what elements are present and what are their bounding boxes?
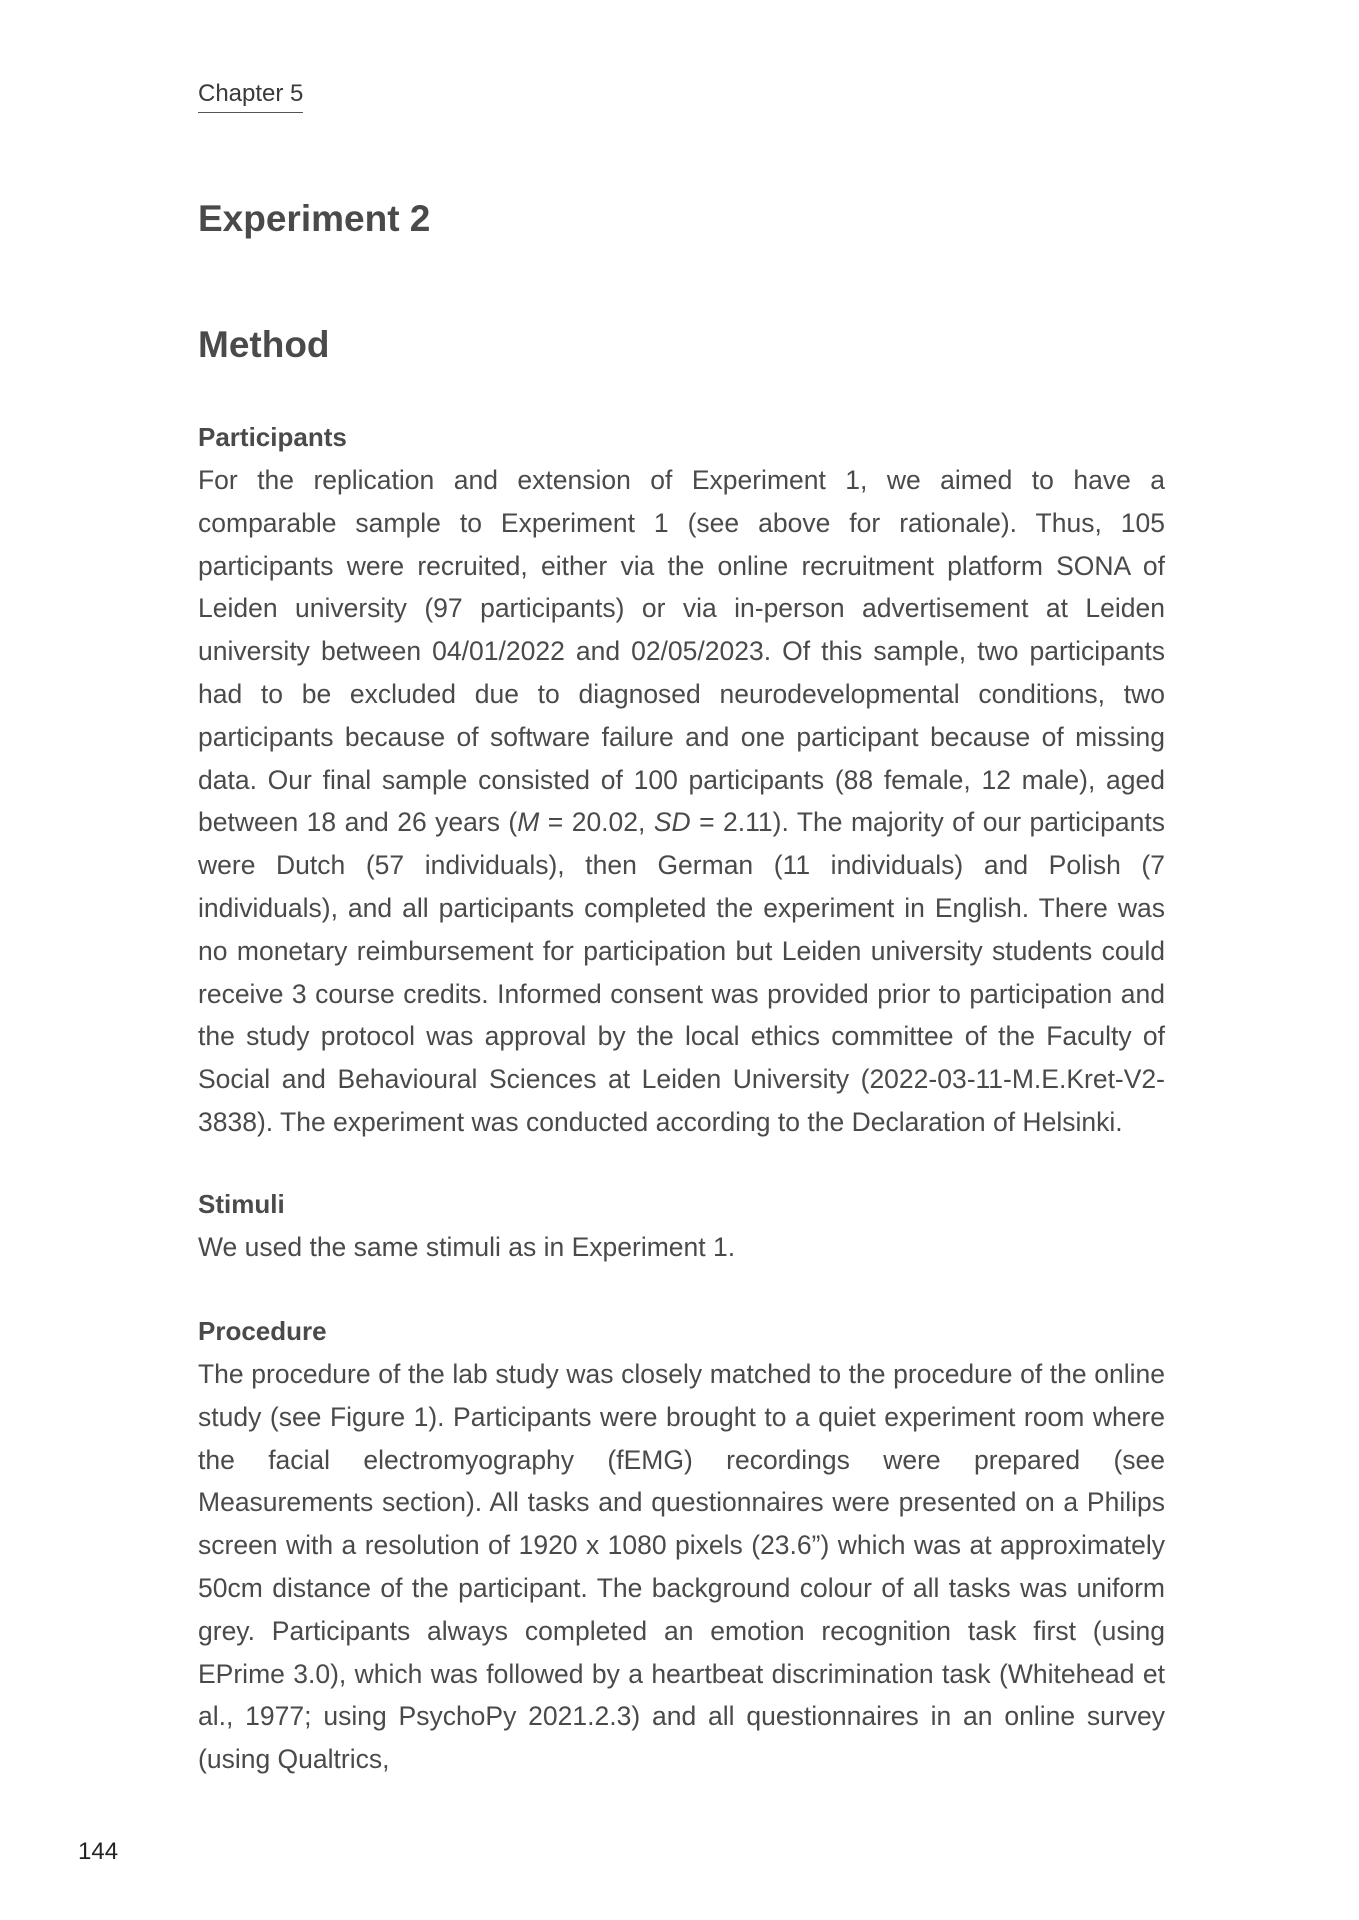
participants-paragraph xyxy=(198,459,1165,1144)
procedure-heading: Procedure xyxy=(198,1316,327,1346)
participants-section xyxy=(198,416,1165,1144)
procedure-paragraph: The procedure of the lab study was closely matched to the procedure of the online study (see Figure 1). Participants were brought to a quiet experiment room where the facial electromyography (fEMG) recordings were prepared (see Measurements section). All tasks and questionnaires were presented on a Philips screen with a resolution of 1920 x 1080 pixels (23.6”) which was at approximately 50cm distance of the participant. The background colour of all tasks was uniform grey. Participants always completed an emotion recognition task first (using EPrime 3.0), which was followed by a heartbeat discrimination task (Whitehead et al., 1977; using PsychoPy 2021.2.3) and all questionnaires in an online survey (using Qualtrics, xyxy=(198,1359,1165,1775)
stat-m-value: = 20.02, xyxy=(539,807,654,838)
stimuli-section xyxy=(198,1183,1165,1269)
procedure-section xyxy=(198,1310,1165,1781)
running-head: Chapter 5 xyxy=(198,80,303,113)
participants-text: For the replication and extension of Experiment 1, we aimed to have a comparable sample to Experiment 1 (see above for rationale). Thus, 105 participants were recruited, either via the online recruitment platform SONA of Leiden university (97 participants) or via in-person advertisement at Leiden university between 04/01/2022 and 02/05/2023. Of this sample, two participants had to be excluded due to diagnosed neurodevelopmental conditions, two participants because of software failure and one participant because of missing data. Our final sample consisted of 100 participants (88 female, 12 male), aged between 18 and 26 years ( xyxy=(198,465,1165,838)
stat-sd-label: SD xyxy=(653,807,691,838)
stimuli-heading: Stimuli xyxy=(198,1189,285,1219)
participants-text-after: = 2.11). The majority of our participants were Dutch (57 individuals), then German (11 individuals) and Polish (7 individuals), and all participants completed the experiment in English. There was no monetary reimbursement for participation but Leiden university students could receive 3 course credits. Informed consent was provided prior to participation and the study protocol was approval by the local ethics committee of the Faculty of Social and Behavioural Sciences at Leiden University (2022-03-11-M.E.Kret-V2-3838). The experiment was conducted according to the Declaration of Helsinki. xyxy=(198,807,1165,1137)
experiment-heading: Experiment 2 xyxy=(198,198,431,239)
stimuli-paragraph: We used the same stimuli as in Experiment 1. xyxy=(198,1232,736,1262)
method-heading: Method xyxy=(198,324,330,365)
page-number: 144 xyxy=(78,1838,119,1865)
stat-m-label: M xyxy=(517,807,540,838)
participants-heading: Participants xyxy=(198,422,347,452)
